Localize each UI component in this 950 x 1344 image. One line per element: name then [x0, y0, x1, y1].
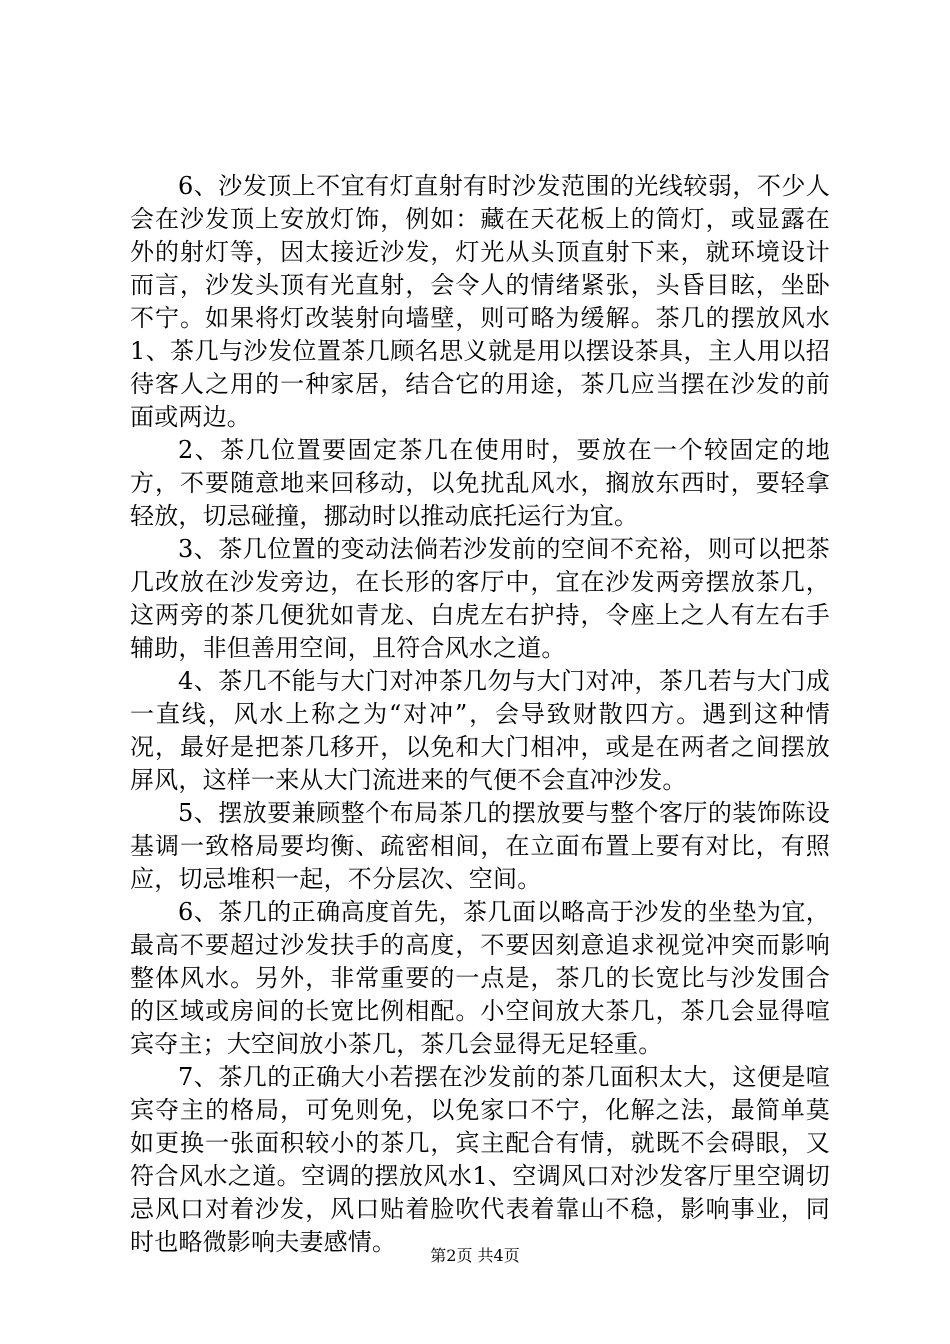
paragraph-1: 6、沙发顶上不宜有灯直射有时沙发范围的光线较弱，不少人会在沙发顶上安放灯饰，例如：藏在天花板上的筒灯，或显露在外的射灯等，因太接近沙发，灯光从头顶直射下来，就环境设计而言，沙发头顶有光直射，会令人的情绪紧张，头昏目眩，坐卧不宁。如果将灯改装射向墙壁，则可略为缓解。茶几的摆放风水1、茶几与沙发位置茶几顾名思义就是用以摆设茶具，主人用以招待客人之用的一种家居，结合它的用途，茶几应当摆在沙发的前面或两边。 — [130, 172, 830, 431]
paragraph-5: 5、摆放要兼顾整个布局茶几的摆放要与整个客厅的装饰陈设基调一致格局要均衡、疏密相间，在立面布置上要有对比，有照应，切忌堆积一起，不分层次、空间。 — [130, 799, 830, 893]
paragraph-2: 2、茶几位置要固定茶几在使用时，要放在一个较固定的地方，不要随意地来回移动，以免扰乱风水，搁放东西时，要轻拿轻放，切忌碰撞，挪动时以推动底托运行为宜。 — [130, 436, 830, 530]
paragraph-7: 7、茶几的正确大小若摆在沙发前的茶几面积太大，这便是喧宾夺主的格局，可免则免，以免家口不宁，化解之法，最简单莫如更换一张面积较小的茶几，宾主配合有情，就既不会碍眼，又符合风水之道。空调的摆放风水1、空调风口对沙发客厅里空调切忌风口对着沙发，风口贴着脸吹代表着靠山不稳，影响事业，同时也略微影响夫妻感情。 — [130, 1063, 830, 1256]
document-body — [130, 170, 830, 1259]
page-number-label: 第2页 共4页 — [430, 1246, 520, 1265]
paragraph-4: 4、茶几不能与大门对冲茶几勿与大门对冲，茶几若与大门成一直线，风水上称之为“对冲”，会导致财散四方。遇到这种情况，最好是把茶几移开，以免和大门相冲，或是在两者之间摆放屏风，这样一来从大门流进来的气便不会直冲沙发。 — [130, 667, 830, 794]
paragraph-3: 3、茶几位置的变动法倘若沙发前的空间不充裕，则可以把茶几改放在沙发旁边，在长形的客厅中，宜在沙发两旁摆放茶几，这两旁的茶几便犹如青龙、白虎左右护持，令座上之人有左右手辅助，非但善用空间，且符合风水之道。 — [130, 535, 830, 662]
paragraph-6: 6、茶几的正确高度首先，茶几面以略高于沙发的坐垫为宜，最高不要超过沙发扶手的高度，不要因刻意追求视觉冲突而影响整体风水。另外，非常重要的一点是，茶几的长宽比与沙发围合的区域或房间的长宽比例相配。小空间放大茶几，茶几会显得喧宾夺主；大空间放小茶几，茶几会显得无足轻重。 — [130, 898, 830, 1058]
page-footer — [0, 1246, 950, 1266]
